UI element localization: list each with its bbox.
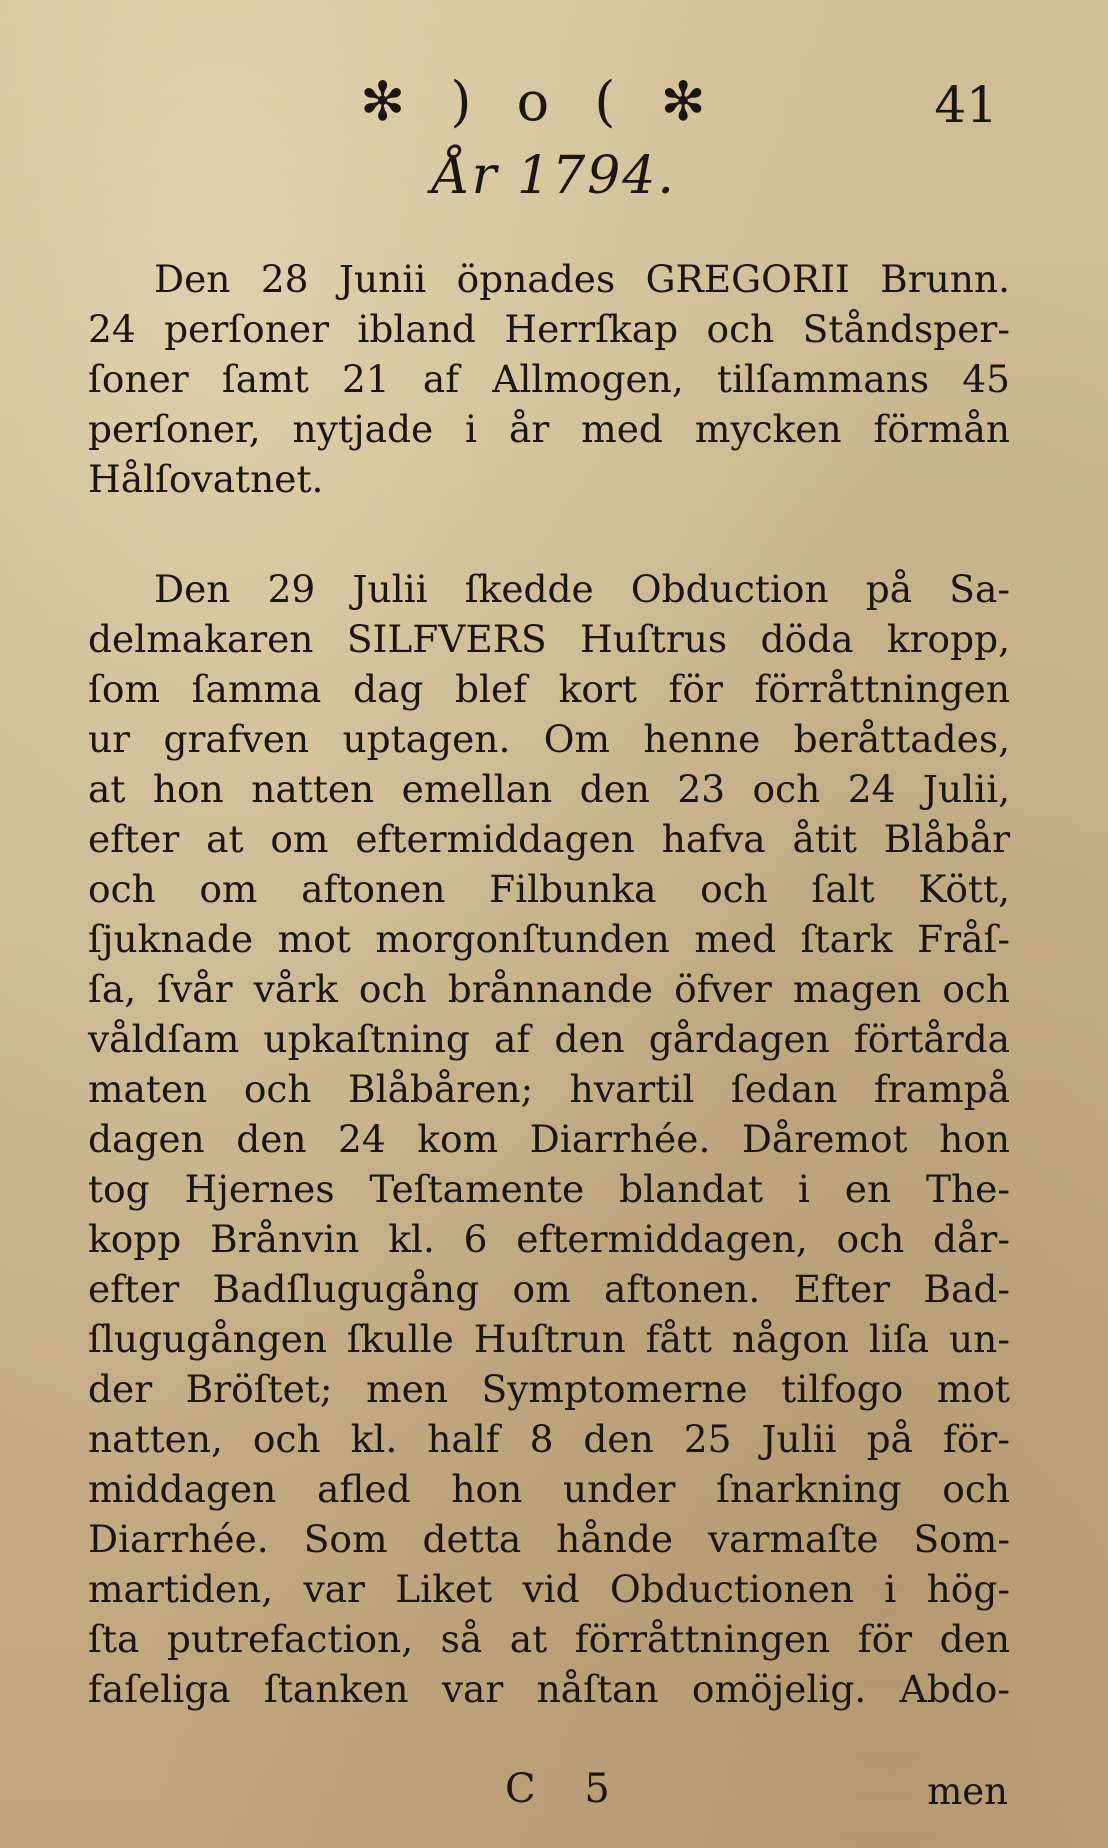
text-line: dagen den 24 kom Diarrhée. Dåremot hon [88, 1117, 1010, 1161]
paragraph-1 [88, 254, 1010, 504]
text-line: Den 28 Junii öpnades GREGORII Brunn. [154, 257, 1010, 301]
text-line: ſom ſamma dag blef kort för förråttningen [88, 667, 1010, 711]
text-line: och om aftonen Filbunka och ſalt Kött, [88, 867, 1010, 911]
text-line: maten och Blåbåren; hvartil ſedan frampå [88, 1067, 1010, 1111]
catchword: men [927, 1770, 1008, 1813]
text-line: ſlugugången ſkulle Huſtrun fått någon liſa un- [88, 1317, 1010, 1361]
text-line: at hon natten emellan den 23 och 24 Julii, [88, 767, 1010, 811]
running-header [0, 70, 1108, 150]
body-text [88, 254, 1010, 1714]
text-line: ur grafven uptagen. Om henne beråttades, [88, 717, 1010, 761]
text-line: Hålſovatnet. [88, 457, 324, 501]
text-line: Diarrhée. Som detta hånde varmaſte Som- [88, 1517, 1010, 1561]
text-line: perſoner, nytjade i år med mycken förmån [88, 407, 1010, 451]
text-line: faſeliga ſtanken var nåſtan omöjelig. Abdo- [88, 1667, 1010, 1711]
text-line: ſjuknade mot morgonſtunden med ſtark Fråſ- [88, 917, 1010, 961]
text-line: efter at om eftermiddagen hafva åtit Blåbår [88, 817, 1010, 861]
text-line: delmakaren SILFVERS Huſtrus döda kropp, [88, 617, 1010, 661]
text-line: tog Hjernes Teſtamente blandat i en The- [88, 1167, 1010, 1211]
signature-mark: C 5 [505, 1766, 628, 1812]
text-line: der Bröſtet; men Symptomerne tilfogo mot [88, 1367, 1010, 1411]
text-line: natten, och kl. half 8 den 25 Julii på för- [88, 1417, 1010, 1461]
paragraph-2 [88, 564, 1010, 1714]
page-footer [0, 1766, 1108, 1826]
text-line: middagen afled hon under ſnarkning och [88, 1467, 1010, 1511]
text-line: våldſam upkaſtning af den gårdagen förtårda [88, 1017, 1010, 1061]
text-line: Den 29 Julii ſkedde Obduction på Sa- [154, 567, 1010, 611]
text-line: ſa, ſvår vårk och brånnande öfver magen och [88, 967, 1010, 1011]
text-line: ſoner ſamt 21 af Allmogen, tilſammans 45 [88, 357, 1010, 401]
text-line: martiden, var Liket vid Obductionen i hög- [88, 1567, 1010, 1611]
text-line: kopp Brånvin kl. 6 eftermiddagen, och dår- [88, 1217, 1010, 1261]
section-heading: År 1794. [432, 146, 676, 206]
text-line: ſta putrefaction, så at förråttningen för den [88, 1617, 1010, 1661]
header-ornament: ✻ ) o ( ✻ [360, 70, 720, 133]
text-line: efter Badſlugugång om aftonen. Efter Bad- [88, 1267, 1010, 1311]
text-line: 24 perſoner ibland Herrſkap och Ståndsper- [88, 307, 1010, 351]
page-number: 41 [934, 76, 998, 134]
